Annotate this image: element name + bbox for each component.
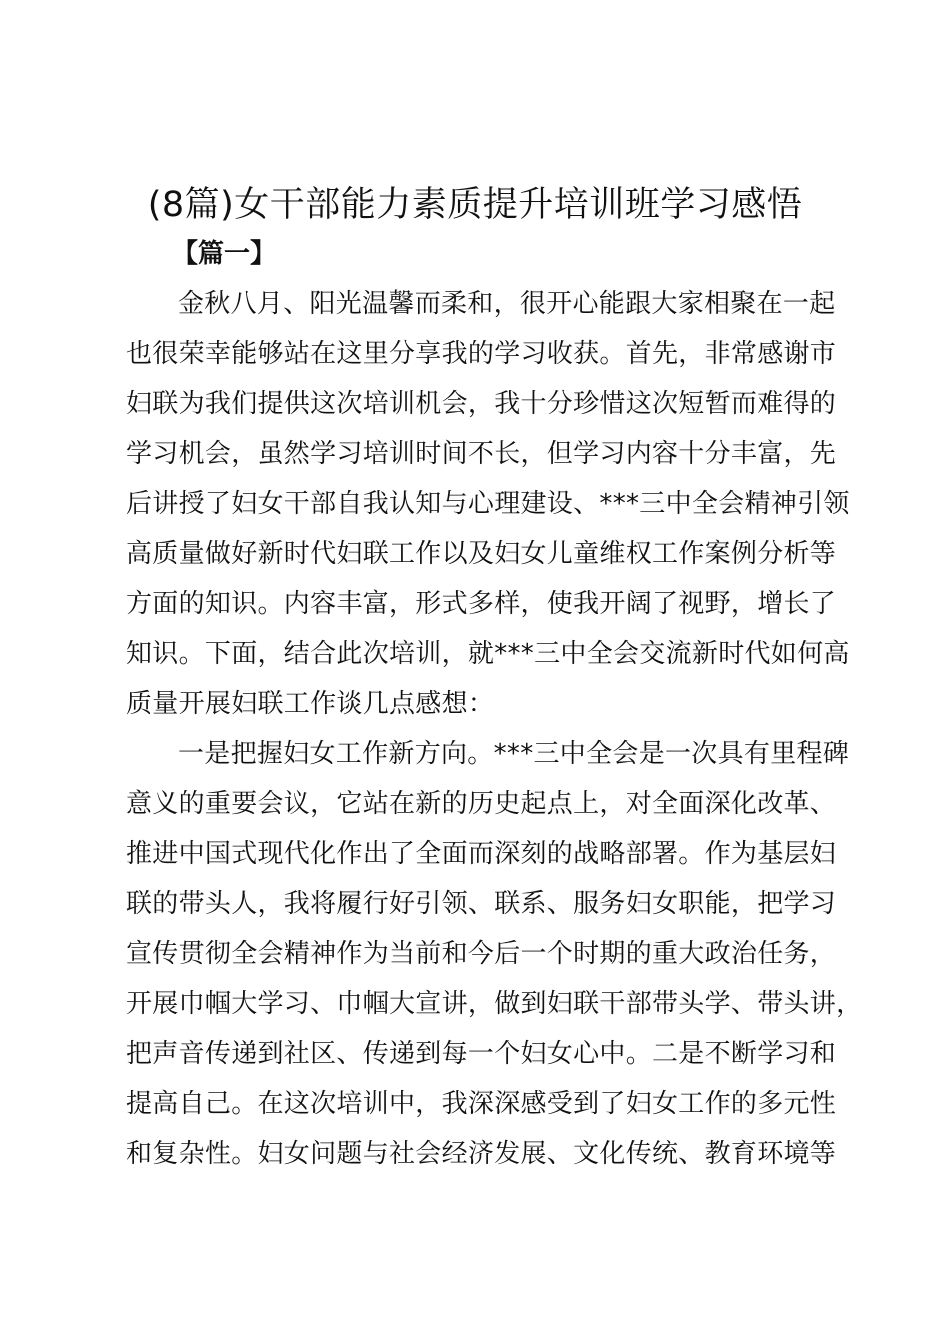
- paragraph-line: 学习机会，虽然学习培训时间不长，但学习内容十分丰富，先: [126, 439, 837, 469]
- paragraph-line: 意义的重要会议，它站在新的历史起点上，对全面深化改革、: [126, 789, 837, 819]
- paragraph-line: 质量开展妇联工作谈几点感想：: [126, 689, 495, 719]
- paragraph-line: 后讲授了妇女干部自我认知与心理建设、***三中全会精神引领: [126, 489, 850, 519]
- paragraph-line: 方面的知识。内容丰富，形式多样，使我开阔了视野，增长了: [126, 589, 837, 619]
- paragraph-line: 开展巾帼大学习、巾帼大宣讲，做到妇联干部带头学、带头讲，: [126, 989, 863, 1019]
- paragraph-line: 和复杂性。妇女问题与社会经济发展、文化传统、教育环境等: [126, 1139, 837, 1169]
- paragraph-line: 高质量做好新时代妇联工作以及妇女儿童维权工作案例分析等: [126, 539, 837, 569]
- paragraph-line: 知识。下面，结合此次培训，就***三中全会交流新时代如何高: [126, 639, 850, 669]
- paragraph-line: 金秋八月、阳光温馨而柔和，很开心能跟大家相聚在一起: [178, 289, 836, 319]
- paragraph-line: 也很荣幸能够站在这里分享我的学习收获。首先，非常感谢市: [126, 339, 837, 369]
- section-heading: 【篇一】: [172, 239, 277, 269]
- paragraph-line: 把声音传递到社区、传递到每一个妇女心中。二是不断学习和: [126, 1039, 837, 1069]
- document-title: (8篇)女干部能力素质提升培训班学习感悟: [147, 185, 803, 225]
- paragraph-line: 联的带头人，我将履行好引领、联系、服务妇女职能，把学习: [126, 889, 837, 919]
- paragraph-line: 推进中国式现代化作出了全面而深刻的战略部署。作为基层妇: [126, 839, 837, 869]
- paragraph-line: 一是把握妇女工作新方向。***三中全会是一次具有里程碑: [178, 739, 850, 769]
- paragraph-line: 宣传贯彻全会精神作为当前和今后一个时期的重大政治任务，: [126, 939, 837, 969]
- paragraph-line: 提高自己。在这次培训中，我深深感受到了妇女工作的多元性: [126, 1089, 837, 1119]
- paragraph-line: 妇联为我们提供这次培训机会，我十分珍惜这次短暂而难得的: [126, 389, 837, 419]
